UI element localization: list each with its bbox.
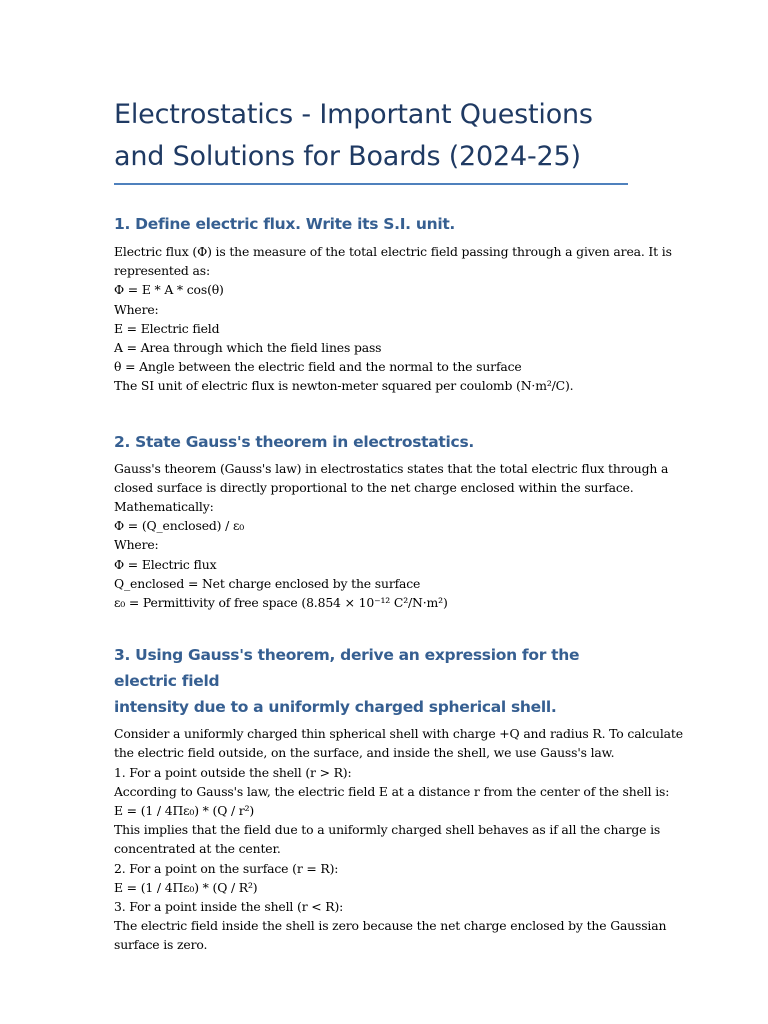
answer-line: E = (1 / 4Πε₀) * (Q / R²) (114, 879, 258, 895)
answer-line: Consider a uniformly charged thin spherical shell with charge +Q and radius R. To calculate (114, 726, 683, 742)
answer-line: Φ = Electric flux (114, 556, 217, 572)
answer-line: The SI unit of electric flux is newton-meter squared per coulomb (N·m²/C). (114, 378, 574, 394)
answer-line: represented as: (114, 263, 210, 279)
answer-line: Mathematically: (114, 499, 214, 515)
answer-body-2 (114, 459, 669, 613)
answer-line: 2. For a point on the surface (r = R): (114, 860, 339, 876)
answer-body-3 (114, 724, 683, 954)
title-line-2: and Solutions for Boards (2024-25) (114, 141, 581, 172)
question-heading-3 (114, 642, 630, 720)
answer-line: Where: (114, 301, 159, 317)
answer-line: E = Electric field (114, 320, 220, 336)
question-heading-2 (114, 429, 630, 455)
question-heading-1 (114, 211, 630, 237)
answer-line: θ = Angle between the electric field and the normal to the surface (114, 359, 522, 375)
answer-line: A = Area through which the field lines pass (114, 340, 382, 356)
question-section-1 (114, 211, 672, 396)
heading-line: 3. Using Gauss's theorem, derive an expression for the electric field (114, 646, 580, 691)
answer-line: Φ = E * A * cos(θ) (114, 282, 224, 298)
answer-line: the electric field outside, on the surface, and inside the shell, we use Gauss's law. (114, 745, 615, 761)
answer-line: Where: (114, 537, 159, 553)
answer-line: 3. For a point inside the shell (r < R): (114, 899, 344, 915)
title-divider (114, 183, 628, 185)
question-section-2 (114, 429, 669, 613)
answer-line: 1. For a point outside the shell (r > R): (114, 764, 352, 780)
title-line-1: Electrostatics - Important Questions (114, 99, 593, 130)
answer-line: surface is zero. (114, 937, 208, 953)
question-section-3 (114, 642, 683, 954)
answer-line: ε₀ = Permittivity of free space (8.854 × 10⁻¹² C²/N·m²) (114, 595, 448, 611)
answer-line: concentrated at the center. (114, 841, 281, 857)
answer-line: This implies that the field due to a uniformly charged shell behaves as if all the charge is (114, 822, 661, 838)
heading-line: intensity due to a uniformly charged spherical shell. (114, 698, 557, 717)
answer-line: E = (1 / 4Πε₀) * (Q / r²) (114, 803, 255, 819)
answer-line: Gauss's theorem (Gauss's law) in electrostatics states that the total electric flux through a (114, 460, 669, 476)
answer-line: Electric flux (Φ) is the measure of the total electric field passing through a given area. It is (114, 244, 672, 259)
document-title (114, 94, 630, 178)
answer-line: closed surface is directly proportional to the net charge enclosed within the surface. (114, 479, 634, 495)
answer-line: The electric field inside the shell is zero because the net charge enclosed by the Gaussian (114, 918, 667, 934)
heading-line: 1. Define electric flux. Write its S.I. unit. (114, 215, 456, 233)
answer-line: Q_enclosed = Net charge enclosed by the surface (114, 575, 421, 591)
answer-body-1 (114, 242, 672, 396)
heading-line: 2. State Gauss's theorem in electrostatics. (114, 432, 474, 451)
document-page (114, 94, 683, 955)
answer-line: Φ = (Q_enclosed) / ε₀ (114, 518, 245, 534)
answer-line: According to Gauss's law, the electric field E at a distance r from the center of the shell is: (114, 783, 670, 799)
